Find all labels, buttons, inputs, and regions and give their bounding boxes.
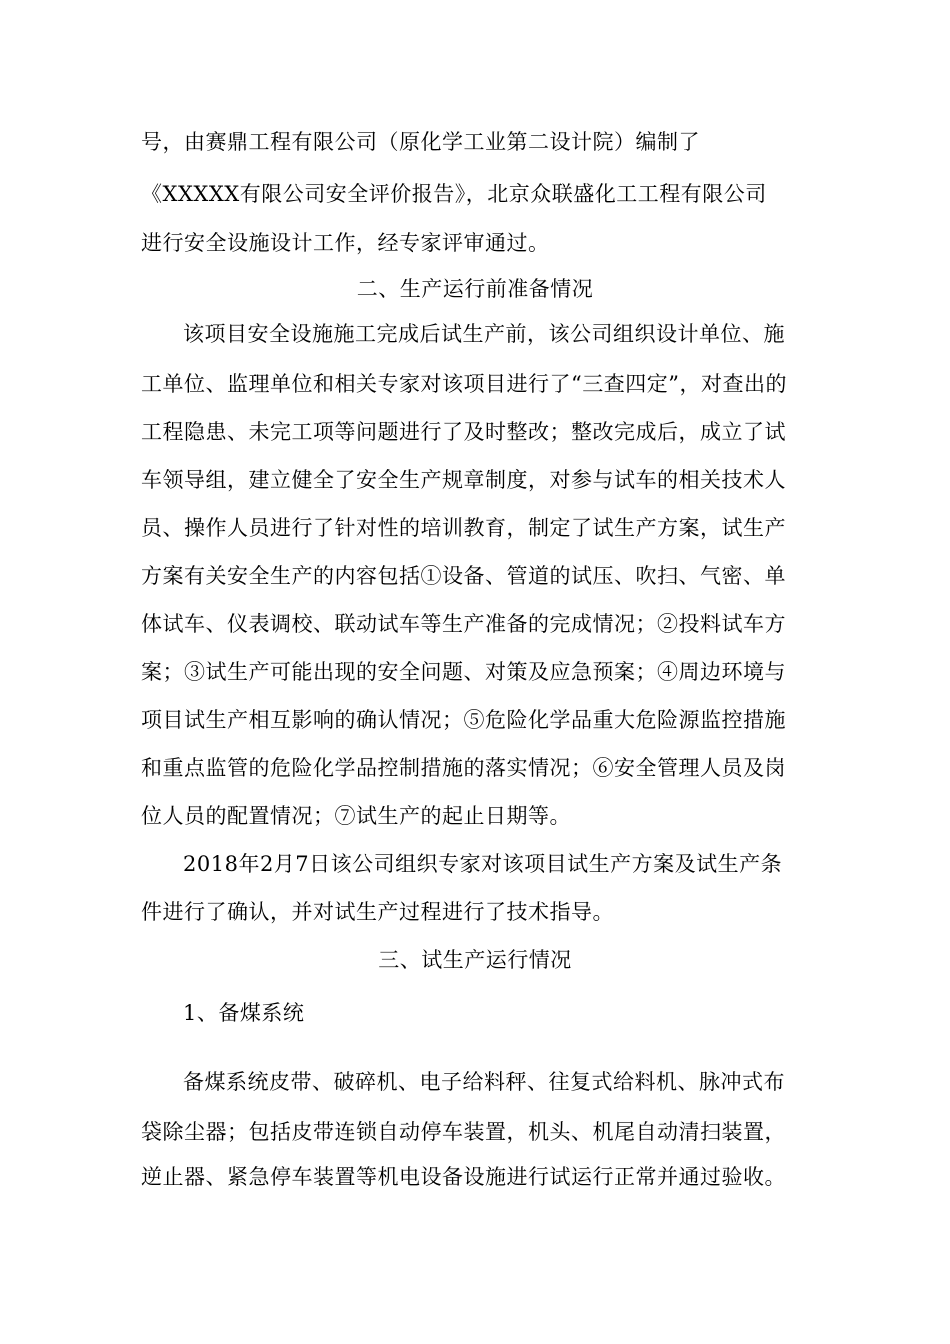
paragraph-line: 《XXXXX有限公司安全评价报告》，北京众联盛化工工程有限公司 [141,182,767,206]
paragraph-line: 体试车、仪表调校、联动试车等生产准备的完成情况；②投料试车方 [141,612,786,636]
paragraph-line: 袋除尘器；包括皮带连锁自动停车装置，机头、机尾自动清扫装置， [141,1120,786,1144]
paragraph-line: 该项目安全设施施工完成后试生产前，该公司组织设计单位、施 [183,322,785,346]
paragraph-line: 案；③试生产可能出现的安全问题、对策及应急预案；④周边环境与 [141,660,786,684]
paragraph-line: 号，由赛鼎工程有限公司（原化学工业第二设计院）编制了 [141,130,700,154]
paragraph-line: 工单位、监理单位和相关专家对该项目进行了“三查四定”，对查出的 [141,372,787,396]
paragraph-line: 和重点监管的危险化学品控制措施的落实情况；⑥安全管理人员及岗 [141,756,786,780]
paragraph-line: 车领导组，建立健全了安全生产规章制度，对参与试车的相关技术人 [141,468,786,492]
paragraph-line: 逆止器、紧急停车装置等机电设备设施进行试运行正常并通过验收。 [141,1165,786,1189]
paragraph-line: 进行安全设施设计工作，经专家评审通过。 [141,231,550,255]
subsection-heading: 1、备煤系统 [183,1001,305,1025]
paragraph-line: 工程隐患、未完工项等问题进行了及时整改；整改完成后，成立了试 [141,420,786,444]
section-heading: 三、试生产运行情况 [378,948,572,972]
paragraph-line: 方案有关安全生产的内容包括①设备、管道的试压、吹扫、气密、单 [141,564,786,588]
paragraph-line: 备煤系统皮带、破碎机、电子给料秤、往复式给料机、脉冲式布 [183,1070,785,1094]
paragraph-line: 件进行了确认，并对试生产过程进行了技术指导。 [141,900,614,924]
section-heading: 二、生产运行前准备情况 [356,277,594,301]
paragraph-line: 员、操作人员进行了针对性的培训教育，制定了试生产方案，试生产 [141,516,786,540]
paragraph-line: 2018年2月7日该公司组织专家对该项目试生产方案及试生产条 [183,852,783,876]
paragraph-line: 位人员的配置情况；⑦试生产的起止日期等。 [141,804,571,828]
paragraph-line: 项目试生产相互影响的确认情况；⑤危险化学品重大危险源监控措施 [141,708,786,732]
